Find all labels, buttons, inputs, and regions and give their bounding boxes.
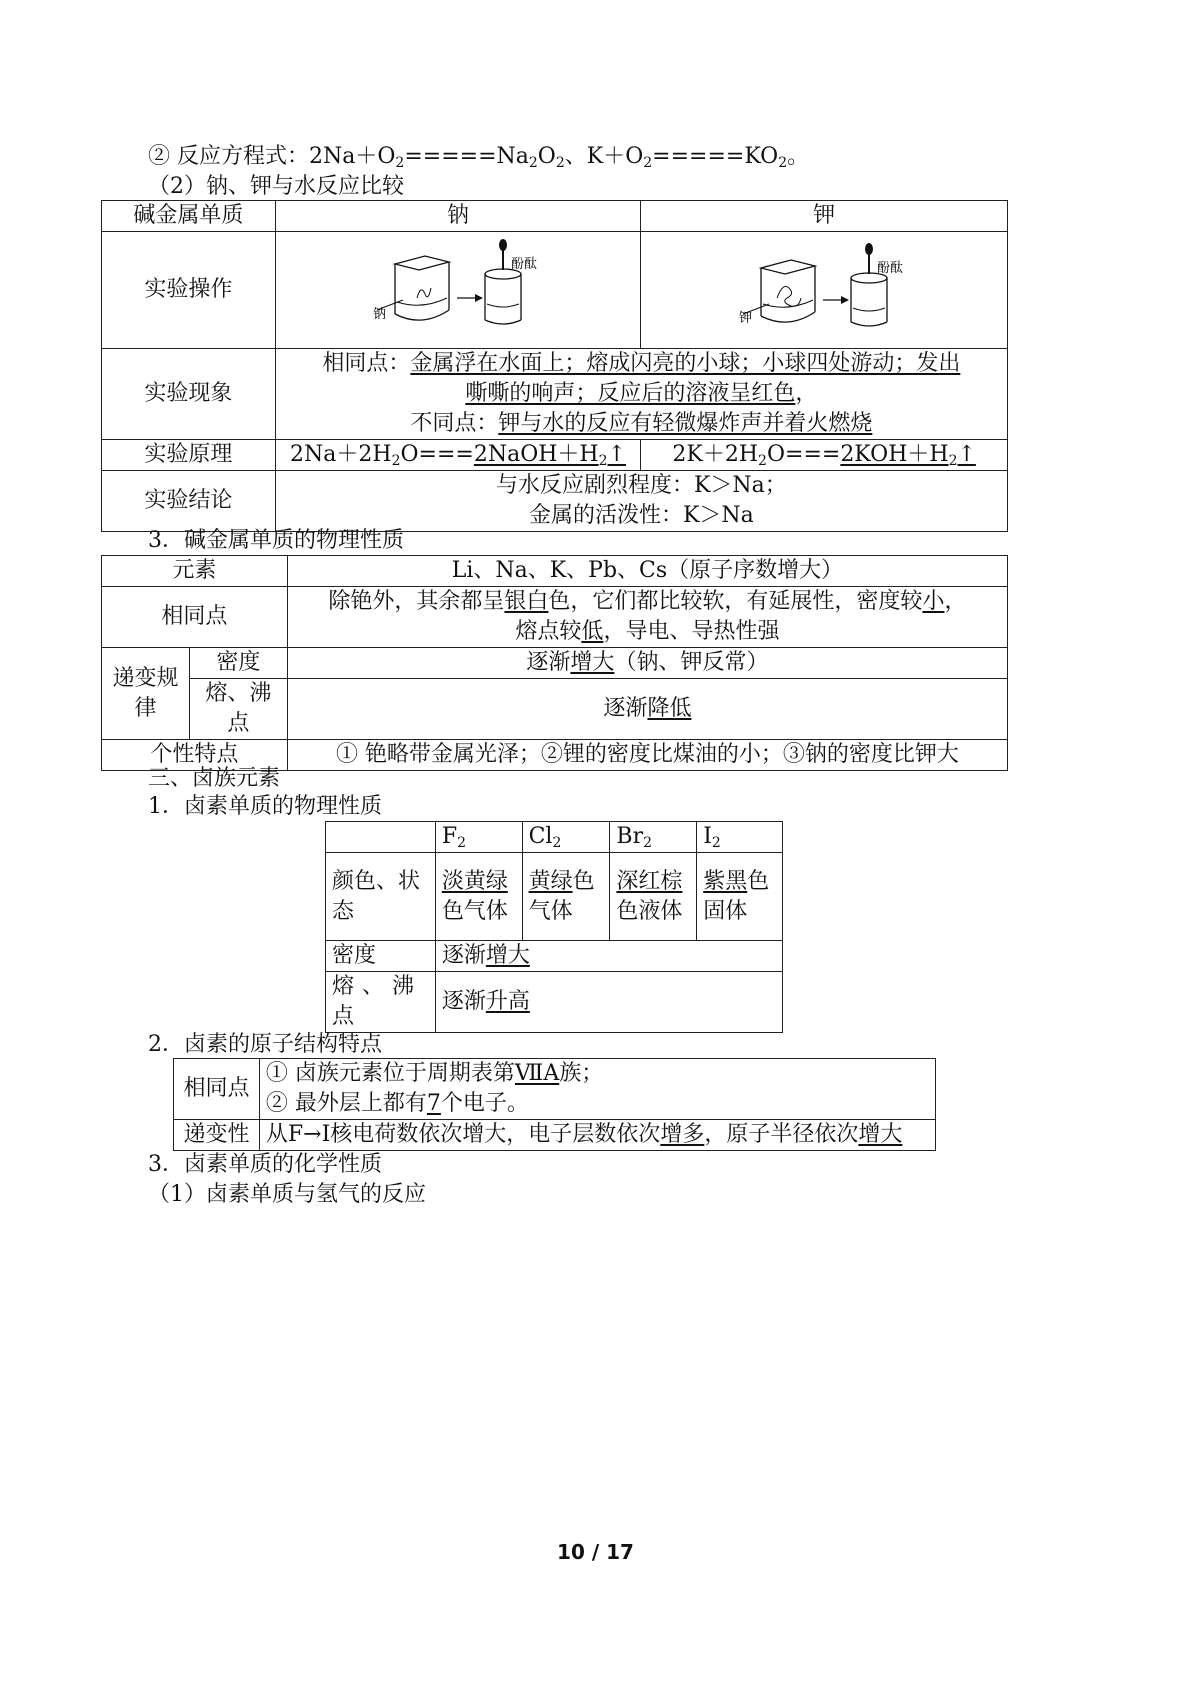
k-figure-cell	[641, 232, 1008, 349]
row-label: 密度	[326, 941, 436, 972]
header-cell: $Cl_2$	[522, 822, 610, 853]
row-label: 递变性	[174, 1120, 260, 1151]
header-cell: Li、Na、K、Pb、Cs（原子序数增大）	[287, 556, 1007, 587]
row-label: 熔、沸点	[326, 972, 436, 1033]
cl2-cell: 黄绿色 气体	[522, 853, 610, 941]
na-equation: $2Na+2H_2O===2NaOH+H_2↑$	[275, 440, 641, 471]
section-heading: 1．卤素单质的物理性质	[148, 794, 382, 819]
header-cell	[326, 822, 436, 853]
sub-label: 熔、沸点	[189, 679, 287, 740]
density-cell: 逐渐增大（钠、钾反常）	[287, 648, 1007, 679]
row-label: 实验结论	[102, 471, 276, 532]
row-label: 相同点	[174, 1059, 260, 1120]
halogen-physical-table	[325, 821, 783, 1033]
k-equation: $2K+2H_2O===2KOH+H_2↑$	[641, 440, 1008, 471]
sub-label: 密度	[189, 648, 287, 679]
header-cell: 元素	[102, 556, 288, 587]
row-label: 实验原理	[102, 440, 276, 471]
phenolphthalein-label: 酚酞	[877, 260, 904, 276]
special-cell: ① 铯略带金属光泽；②锂的密度比煤油的小；③钠的密度比钾大	[287, 740, 1007, 771]
na-experiment-figure	[373, 236, 543, 336]
header-cell: $I_2$	[697, 822, 783, 853]
section-heading: （2）钠、钾与水反应比较	[148, 174, 404, 199]
k-label: 钾	[739, 310, 753, 326]
k-experiment-figure	[739, 236, 909, 336]
row-label: 颜色、状态	[326, 853, 436, 941]
phenomenon-cell: 相同点：金属浮在水面上；熔成闪亮的小球；小球四处游动；发出 嘶嘶的响声；反应后的溶液呈红色， 不同点：钾与水的反应有轻微爆炸声并着火燃烧	[275, 349, 1007, 440]
section-heading: （1）卤素单质与氢气的反应	[148, 1182, 426, 1207]
phenolphthalein-label: 酚酞	[511, 256, 538, 272]
reaction-equation-line: ② 反应方程式：$2Na+O_2=====Na_2O_2$、$K+O_2=====KO_2$。	[148, 144, 810, 171]
halogen-structure-table	[173, 1058, 936, 1151]
f2-cell: 淡黄绿色气体	[435, 853, 522, 941]
row-label: 实验操作	[102, 232, 276, 349]
same-cell: ① 卤族元素位于周期表第ⅦA族； ② 最外层上都有7个电子。	[259, 1059, 935, 1120]
section-heading: 3．碱金属单质的物理性质	[148, 528, 404, 553]
section-heading: 三、卤族元素	[148, 766, 281, 791]
mp-cell: 逐渐降低	[287, 679, 1007, 740]
page-number: 10 / 17	[557, 1540, 634, 1564]
density-cell: 逐渐增大	[435, 941, 782, 972]
section-heading: 3．卤素单质的化学性质	[148, 1152, 382, 1177]
trend-cell: 从F→I核电荷数依次增大，电子层数依次增多，原子半径依次增大	[259, 1120, 935, 1151]
na-k-water-table	[101, 200, 1008, 532]
section-heading: 2．卤素的原子结构特点	[148, 1032, 382, 1057]
br2-cell: 深红棕色液体	[610, 853, 697, 941]
na-label: 钠	[373, 306, 387, 322]
row-label: 实验现象	[102, 349, 276, 440]
header-cell: $F_2$	[435, 822, 522, 853]
header-cell: 钾	[641, 201, 1008, 232]
same-cell: 除铯外，其余都呈银白色，它们都比较软，有延展性，密度较小， 熔点较低，导电、导热性强	[287, 587, 1007, 648]
alkali-physical-table	[101, 555, 1008, 771]
conclusion-cell: 与水反应剧烈程度：K＞Na； 金属的活泼性：K＞Na	[275, 471, 1007, 532]
na-figure-cell	[275, 232, 641, 349]
header-cell: 碱金属单质	[102, 201, 276, 232]
header-cell: 钠	[275, 201, 641, 232]
row-label: 递变规律	[102, 648, 190, 740]
i2-cell: 紫黑色固体	[697, 853, 783, 941]
row-label: 相同点	[102, 587, 288, 648]
mp-cell: 逐渐升高	[435, 972, 782, 1033]
row-label: 个性特点	[102, 740, 288, 771]
header-cell: $Br_2$	[610, 822, 697, 853]
